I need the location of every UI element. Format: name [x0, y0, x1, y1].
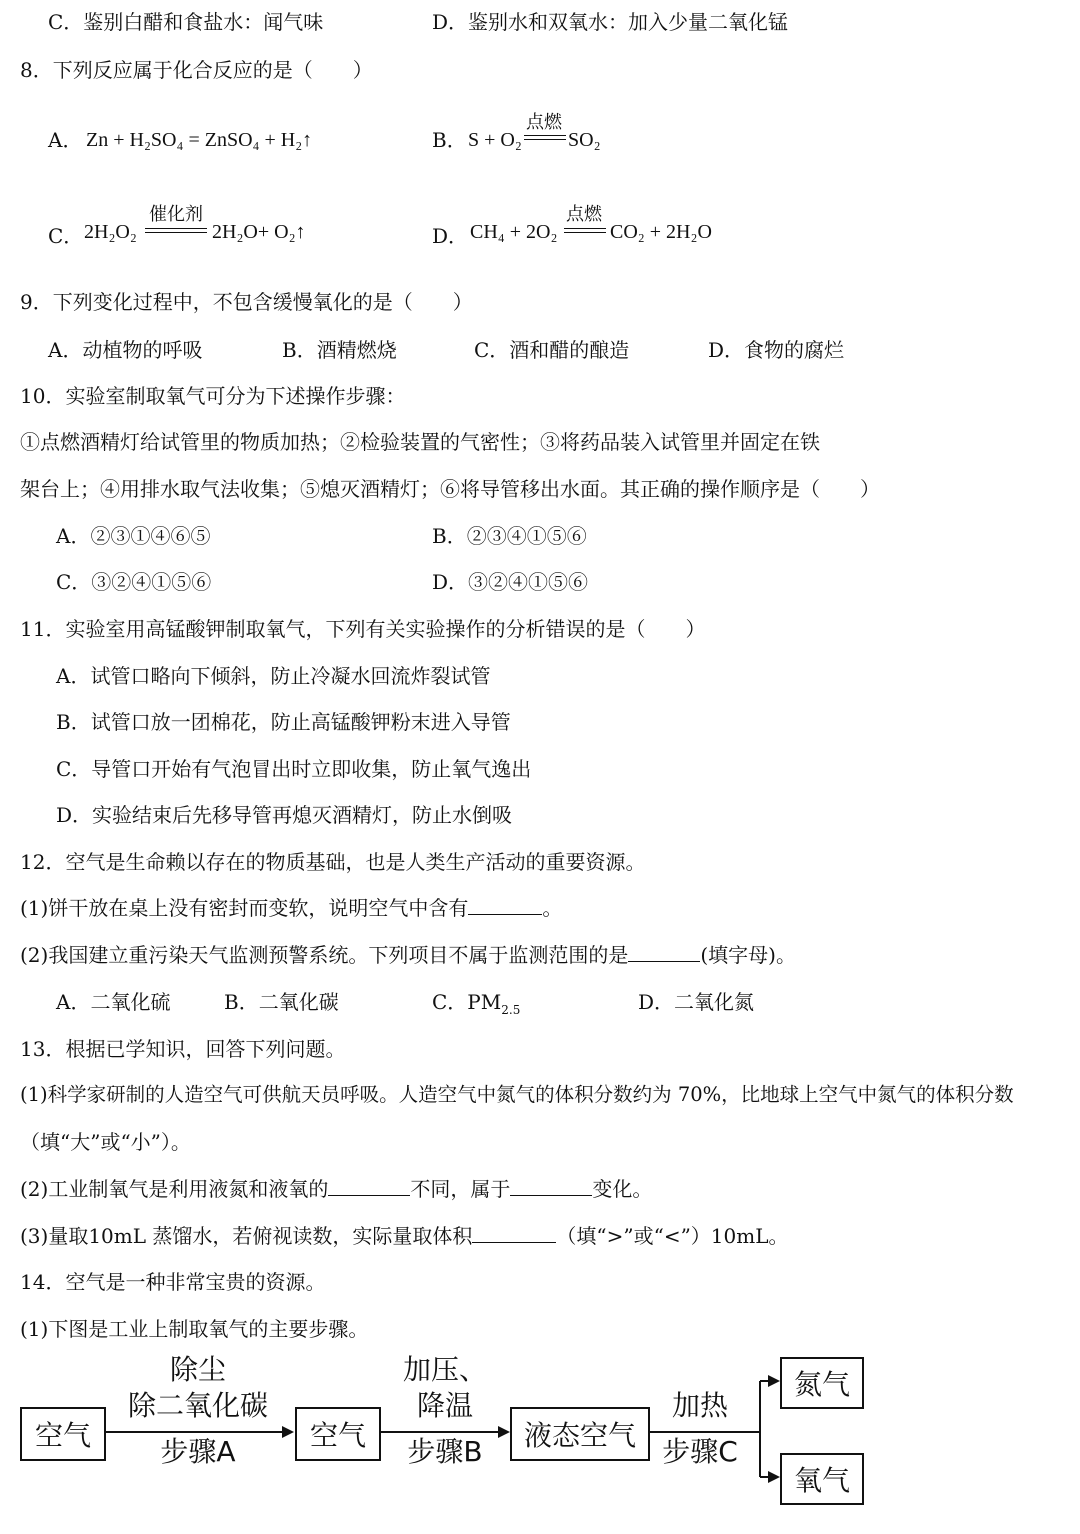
q12-part1 — [20, 894, 562, 922]
q8-option-d-reactants: CH₄ + 2O₂ — [470, 221, 558, 243]
q10-option-a: A．②③①④⑥⑤ — [56, 524, 211, 548]
q10-option-b: B．②③④①⑤⑥ — [432, 524, 587, 548]
q8-option-c-equals-sign — [145, 228, 207, 233]
q11-option-c: C．导管口开始有气泡冒出时立即收集，防止氧气逸出 — [56, 757, 532, 781]
q12-part1-blank[interactable] — [468, 894, 542, 915]
step-b-name: 步骤B — [407, 1435, 483, 1468]
step-b-label-2: 降温 — [416, 1389, 473, 1422]
q12-part2-blank[interactable] — [628, 941, 700, 962]
q7-option-c: C．鉴别白醋和食盐水：闻气味 — [48, 10, 324, 34]
q10-stem: 10．实验室制取氧气可分为下述操作步骤： — [20, 384, 406, 408]
q8-option-b-condition: 点燃 — [526, 112, 562, 133]
q8-option-a-equation: Zn + H₂SO₄ = ZnSO₄ + H₂↑ — [86, 129, 313, 151]
step-c-name: 步骤C — [662, 1435, 738, 1468]
q8-option-d-equals-sign — [564, 228, 606, 233]
flow-box-oxygen: 氧气 — [780, 1453, 864, 1505]
q13-part2-mid: 不同，属于 — [410, 1177, 511, 1201]
q9-option-b: B．酒精燃烧 — [282, 338, 397, 362]
q12-option-d: D．二氧化氮 — [638, 990, 755, 1014]
q14-part1: (1)下图是工业上制取氧气的主要步骤。 — [20, 1317, 369, 1341]
q10-option-c: C．③②④①⑤⑥ — [56, 570, 212, 594]
q12-part2-end: (填字母)。 — [700, 943, 796, 967]
q12-part1-text: (1)饼干放在桌上没有密封而变软，说明空气中含有 — [20, 896, 469, 920]
flow-box-liquid-air: 液态空气 — [510, 1407, 650, 1461]
q8-option-d-label: D． — [432, 224, 469, 248]
q8-option-b-reactants: S + O₂ — [468, 129, 522, 151]
q12-stem: 12．空气是生命赖以存在的物质基础，也是人类生产活动的重要资源。 — [20, 850, 646, 874]
q8-option-c-condition: 催化剂 — [149, 204, 203, 225]
q12-part2-text: (2)我国建立重污染天气监测预警系统。下列项目不属于监测范围的是 — [20, 943, 629, 967]
flow-box-nitrogen: 氮气 — [780, 1357, 864, 1409]
q12-part2 — [20, 941, 796, 969]
q9-option-c: C．酒和醋的酿造 — [474, 338, 630, 362]
q10-steps-line2: 架台上；④用排水取气法收集；⑤熄灭酒精灯；⑥将导管移出水面。其正确的操作顺序是（ ） — [20, 477, 880, 501]
q13-part2-blank2[interactable] — [510, 1175, 592, 1196]
flow-box-air-2: 空气 — [295, 1407, 381, 1461]
q13-part3-end: （填“>”或“<”）10mL。 — [556, 1224, 789, 1248]
q12-option-a: A．二氧化硫 — [56, 990, 171, 1014]
q12-option-c-subscript: 2.5 — [501, 1003, 521, 1017]
q12-option-b: B．二氧化碳 — [224, 990, 339, 1014]
q12-option-c — [432, 988, 520, 1024]
q13-part2-text: (2)工业制氧气是利用液氮和液氧的 — [20, 1177, 329, 1201]
q11-option-d: D．实验结束后先移导管再熄灭酒精灯，防止水倒吸 — [56, 803, 513, 827]
q12-part1-end: 。 — [542, 896, 563, 920]
q9-option-d: D．食物的腐烂 — [708, 338, 845, 362]
q13-part2 — [20, 1175, 652, 1203]
q13-part3 — [20, 1222, 789, 1250]
q13-part1-line2: （填“大”或“小”）。 — [20, 1130, 191, 1154]
q13-part3-blank[interactable] — [472, 1222, 556, 1243]
q8-option-b-products: SO₂ — [568, 129, 601, 151]
q13-part2-end: 变化。 — [592, 1177, 653, 1201]
q12-option-c-text: C．PM — [432, 990, 502, 1014]
q13-part1-line1: (1)科学家研制的人造空气可供航天员呼吸。人造空气中氮气的体积分数约为 70%，比地球上空气中氮气的体积分数 — [20, 1083, 1014, 1106]
q14-stem: 14．空气是一种非常宝贵的资源。 — [20, 1270, 326, 1294]
step-b-label-1: 加压、 — [402, 1353, 487, 1386]
q8-option-c-products: 2H₂O+ O₂↑ — [212, 221, 306, 243]
step-c-label: 加热 — [671, 1389, 728, 1422]
q11-option-b: B．试管口放一团棉花，防止高锰酸钾粉末进入导管 — [56, 710, 511, 734]
step-a-name: 步骤A — [160, 1435, 236, 1468]
q8-option-c-label: C． — [48, 224, 84, 248]
q13-part2-blank1[interactable] — [328, 1175, 410, 1196]
q13-part3-text: (3)量取10mL 蒸馏水，若俯视读数，实际量取体积 — [20, 1224, 473, 1248]
q8-option-b-label: B． — [432, 128, 467, 152]
q10-steps-line1: ①点燃酒精灯给试管里的物质加热；②检验装置的气密性；③将药品装入试管里并固定在铁 — [20, 430, 820, 454]
q10-option-d: D．③②④①⑤⑥ — [432, 570, 589, 594]
q8-stem: 8．下列反应属于化合反应的是（ ） — [20, 58, 373, 82]
q13-stem: 13．根据已学知识，回答下列问题。 — [20, 1037, 346, 1061]
q8-option-d-condition: 点燃 — [566, 204, 602, 225]
q7-option-d: D．鉴别水和双氧水：加入少量二氧化锰 — [432, 10, 789, 34]
q8-option-b-equals-sign — [524, 135, 566, 140]
flow-box-air-1: 空气 — [20, 1407, 106, 1461]
q8-option-d-products: CO₂ + 2H₂O — [610, 221, 712, 243]
q8-option-c-reactants: 2H₂O₂ — [84, 221, 137, 243]
step-a-label-2: 除二氧化碳 — [127, 1389, 268, 1422]
q11-stem: 11．实验室用高锰酸钾制取氧气，下列有关实验操作的分析错误的是（ ） — [20, 617, 706, 641]
q9-option-a: A．动植物的呼吸 — [48, 338, 203, 362]
q8-option-a-label: A． — [48, 128, 83, 152]
step-a-label-1: 除尘 — [169, 1353, 226, 1386]
q9-stem: 9．下列变化过程中，不包含缓慢氧化的是（ ） — [20, 290, 473, 314]
q11-option-a: A．试管口略向下倾斜，防止冷凝水回流炸裂试管 — [56, 664, 491, 688]
